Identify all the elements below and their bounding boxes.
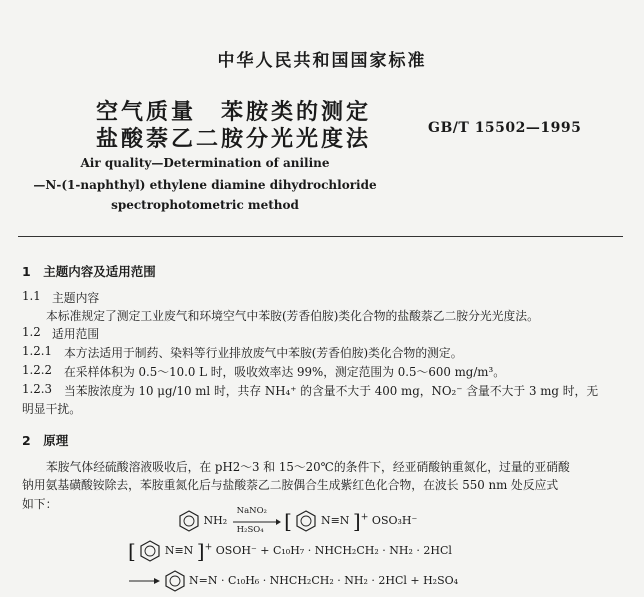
reaction-line-3	[128, 570, 458, 592]
title-en-line1: Air quality—Determination of aniline	[80, 156, 330, 170]
section-1-2-1-number: 1.2.1	[22, 344, 53, 358]
section-2-body-line2: 钠用氨基磺酸铵除去，苯胺重氮化后与盐酸萘乙二胺偶合生成紫红色化合物，在波长 550 nm 处反应式	[22, 478, 559, 492]
title-cn-line1: 空气质量 苯胺类的测定	[96, 100, 372, 125]
horizontal-rule	[18, 236, 623, 237]
section-1-2-title: 适用范围	[52, 327, 100, 341]
section-1-2-number: 1.2	[22, 325, 41, 339]
section-1-1-title: 主题内容	[52, 291, 100, 305]
amine-group: NH₂	[203, 514, 228, 527]
diazonium-group: N≡N	[164, 544, 194, 557]
section-2-body-line3: 如下：	[22, 497, 58, 511]
anion: OSO₃H⁻	[371, 514, 418, 527]
section-2-body-line1: 苯胺气体经硫酸溶液吸收后，在 pH2～3 和 15～20℃的条件下，经亚硝酸钠重氮化，过量的亚硝酸	[46, 460, 570, 474]
standard-header: 中华人民共和国国家标准	[217, 51, 427, 71]
right-arrow-icon	[128, 577, 160, 585]
section-1-heading: 1 主题内容及适用范围	[22, 264, 156, 279]
azo-dye-product: N=N · C₁₀H₆ · NHCH₂CH₂ · NH₂ · 2HCl + H₂SO₄	[189, 574, 459, 587]
title-en-line2: —N-(1-naphthyl) ethylene diamine dihydrochloride	[33, 178, 377, 192]
section-1-2-3-body-line2: 明显干扰。	[22, 402, 81, 416]
standard-number: GB/T 15502—1995	[428, 120, 582, 136]
coupling-reagents: OSOH⁻ + C₁₀H₇ · NHCH₂CH₂ · NH₂ · 2HCl	[215, 544, 452, 557]
title-cn-line2: 盐酸萘乙二胺分光光度法	[96, 127, 372, 152]
benzene-ring-icon	[178, 510, 200, 532]
section-1-2-3-body-line1: 当苯胺浓度为 10 μg/10 ml 时，共存 NH₄⁺ 的含量不大于 400 mg，NO₂⁻ 含量不大于 3 mg 时，无	[64, 384, 599, 398]
reagent-bottom: H₂SO₄	[236, 525, 264, 535]
section-1-2-2-number: 1.2.2	[22, 363, 53, 377]
benzene-ring-icon	[139, 540, 161, 562]
section-1-1-number: 1.1	[22, 289, 41, 303]
section-1-2-1-body: 本方法适用于制药、染料等行业排放废气中苯胺(芳香伯胺)类化合物的测定。	[64, 346, 463, 360]
section-1-1-body: 本标准规定了测定工业废气和环境空气中苯胺(芳香伯胺)类化合物的盐酸萘乙二胺分光光度法。	[46, 309, 539, 323]
diazonium-group: N≡N	[320, 514, 350, 527]
reaction-line-2: [ N≡N ]+ OSOH⁻ + C₁₀H₇ · NHCH₂CH₂ · NH₂ · 2HCl	[128, 539, 452, 563]
benzene-ring-icon	[295, 510, 317, 532]
section-1-2-3-number: 1.2.3	[22, 382, 53, 396]
charge-plus: +	[204, 541, 213, 553]
charge-plus: +	[360, 511, 369, 523]
reaction-line-1: NH₂ NaNO₂ H₂SO₄ [ N≡N ]+ OSO₃H⁻	[178, 508, 417, 534]
benzene-ring-icon	[164, 570, 186, 592]
title-en-line3: spectrophotometric method	[111, 198, 299, 212]
section-2-heading: 2 原理	[22, 433, 69, 448]
section-1-2-2-body: 在采样体积为 0.5～10.0 L 时，吸收效率达 99%，测定范围为 0.5～600 mg/m³。	[64, 365, 506, 379]
reaction-arrow	[231, 508, 281, 534]
reagent-top: NaNO₂	[236, 506, 267, 516]
